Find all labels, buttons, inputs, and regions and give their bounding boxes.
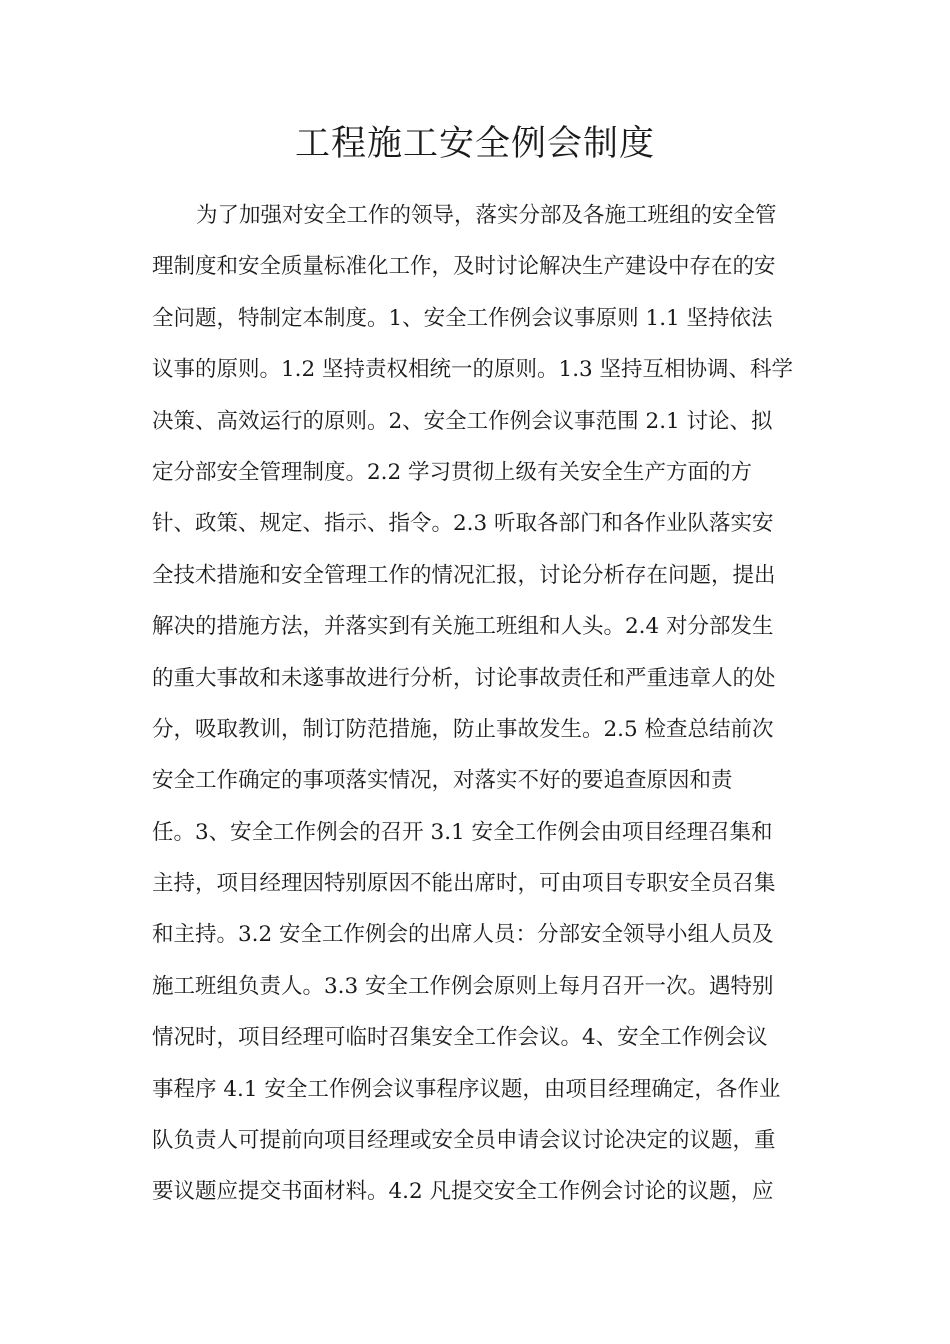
body-line: 决策、高效运行的原则。2、安全工作例会议事范围 2.1 讨论、拟 (152, 408, 773, 434)
body-line: 施工班组负责人。3.3 安全工作例会原则上每月召开一次。遇特别 (152, 973, 774, 999)
body-line: 全问题，特制定本制度。1、安全工作例会议事原则 1.1 坚持依法 (152, 305, 773, 331)
document-body (152, 190, 800, 1218)
body-line: 为了加强对安全工作的领导，落实分部及各施工班组的安全管 (196, 203, 777, 228)
body-line: 队负责人可提前向项目经理或安全员申请会议讨论决定的议题，重 (152, 1128, 776, 1154)
body-line: 理制度和安全质量标准化工作，及时讨论解决生产建设中存在的安 (152, 254, 776, 280)
body-line: 议事的原则。1.2 坚持责权相统一的原则。1.3 坚持互相协调、科学 (152, 357, 794, 383)
body-line: 和主持。3.2 安全工作例会的出席人员：分部安全领导小组人员及 (152, 922, 774, 948)
body-line: 全技术措施和安全管理工作的情况汇报，讨论分析存在问题，提出 (152, 562, 776, 588)
body-line: 安全工作确定的事项落实情况，对落实不好的要追查原因和责 (152, 768, 733, 794)
body-line: 事程序 4.1 安全工作例会议事程序议题，由项目经理确定，各作业 (152, 1076, 781, 1102)
body-line: 任。3、安全工作例会的召开 3.1 安全工作例会由项目经理召集和 (152, 819, 773, 845)
body-line: 定分部安全管理制度。2.2 学习贯彻上级有关安全生产方面的方 (152, 459, 753, 485)
body-line: 分，吸取教训，制订防范措施，防止事故发生。2.5 检查总结前次 (152, 716, 774, 742)
body-line: 主持，项目经理因特别原因不能出席时，可由项目专职安全员召集 (152, 871, 776, 897)
body-line: 情况时，项目经理可临时召集安全工作会议。4、安全工作例会议 (152, 1025, 768, 1051)
body-line: 针、政策、规定、指示、指令。2.3 听取各部门和各作业队落实安 (152, 511, 774, 537)
document-title: 工程施工安全例会制度 (294, 124, 655, 164)
body-line: 解决的措施方法，并落实到有关施工班组和人头。2.4 对分部发生 (152, 614, 774, 640)
body-line: 要议题应提交书面材料。4.2 凡提交安全工作例会讨论的议题，应 (152, 1179, 774, 1205)
body-line: 的重大事故和未遂事故进行分析，讨论事故责任和严重违章人的处 (152, 665, 776, 691)
